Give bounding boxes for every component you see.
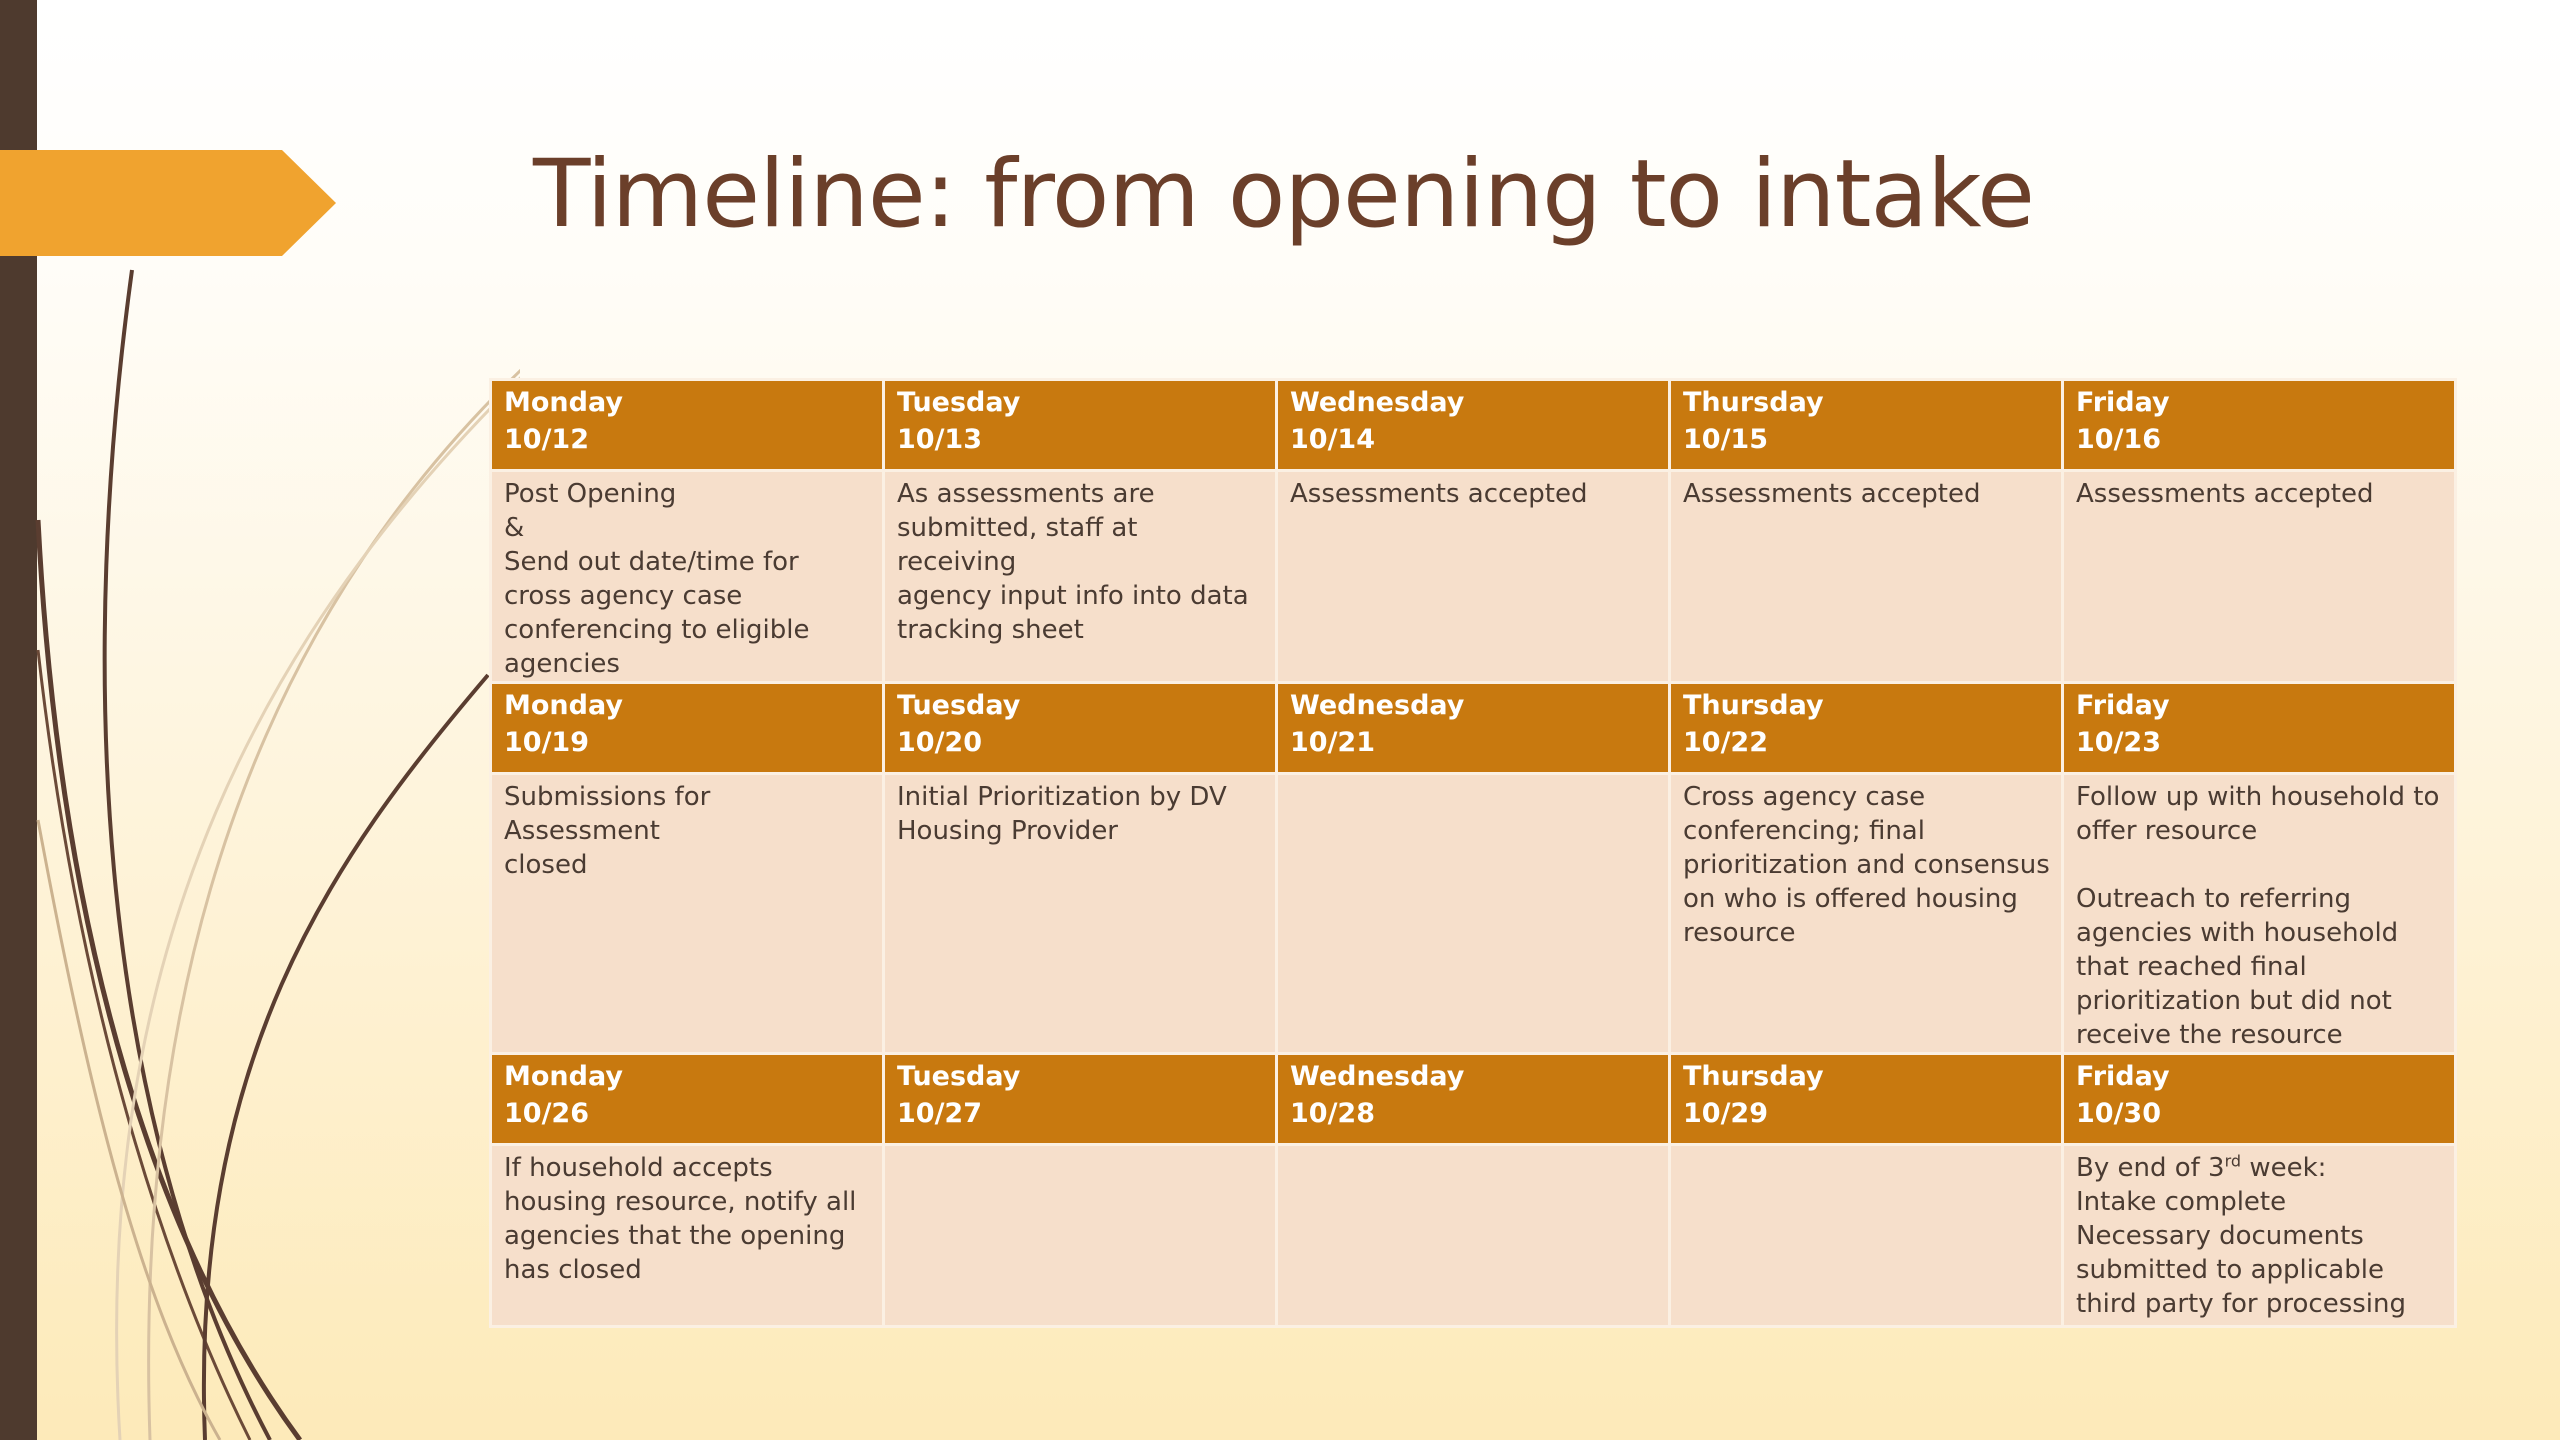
task-line: agencies bbox=[504, 649, 620, 679]
task-row bbox=[491, 1145, 2456, 1327]
day-name: Thursday bbox=[1683, 387, 1824, 418]
task-cell bbox=[491, 774, 884, 1054]
day-header-cell bbox=[1670, 1054, 2063, 1145]
task-cell bbox=[884, 774, 1277, 1054]
day-name: Friday bbox=[2076, 387, 2170, 418]
task-cell bbox=[2063, 774, 2456, 1054]
task-line: Outreach to referring bbox=[2076, 884, 2351, 914]
task-line: prioritization and consensus bbox=[1683, 850, 2050, 880]
task-line: third party for processing bbox=[2076, 1289, 2407, 1319]
task-line: Assessments accepted bbox=[1290, 479, 1588, 509]
task-line: tracking sheet bbox=[897, 615, 1084, 645]
timeline-table bbox=[489, 378, 2457, 1328]
day-date: 10/13 bbox=[897, 424, 983, 455]
task-cell bbox=[1670, 1145, 2063, 1327]
task-line: prioritization but did not bbox=[2076, 986, 2392, 1016]
day-header-cell bbox=[1277, 1054, 1670, 1145]
day-header-cell bbox=[1277, 380, 1670, 471]
task-line: conferencing; final bbox=[1683, 816, 1925, 846]
day-date: 10/21 bbox=[1290, 727, 1376, 758]
day-name: Friday bbox=[2076, 1061, 2170, 1092]
day-header-cell bbox=[884, 380, 1277, 471]
task-line: Housing Provider bbox=[897, 816, 1118, 846]
task-cell bbox=[2063, 1145, 2456, 1327]
day-date: 10/12 bbox=[504, 424, 590, 455]
task-line: & bbox=[504, 513, 525, 543]
task-cell bbox=[1670, 774, 2063, 1054]
task-line: Assessments accepted bbox=[1683, 479, 1981, 509]
task-line: Initial Prioritization by DV bbox=[897, 782, 1227, 812]
task-line: submitted to applicable bbox=[2076, 1255, 2384, 1285]
task-cell bbox=[2063, 471, 2456, 683]
day-date: 10/28 bbox=[1290, 1098, 1376, 1129]
task-heading: By end of 3rd week: bbox=[2076, 1151, 2327, 1183]
task-line: Follow up with household to bbox=[2076, 782, 2440, 812]
day-date: 10/29 bbox=[1683, 1098, 1769, 1129]
task-line: that reached final bbox=[2076, 952, 2307, 982]
orange-arrow-tab bbox=[0, 150, 336, 256]
day-date: 10/15 bbox=[1683, 424, 1769, 455]
day-name: Friday bbox=[2076, 690, 2170, 721]
task-line: Send out date/time for bbox=[504, 547, 799, 577]
day-name: Wednesday bbox=[1290, 1061, 1465, 1092]
day-header-cell bbox=[1277, 683, 1670, 774]
task-line: Cross agency case bbox=[1683, 782, 1926, 812]
day-name: Tuesday bbox=[897, 1061, 1021, 1092]
day-name: Tuesday bbox=[897, 387, 1021, 418]
task-cell bbox=[1277, 774, 1670, 1054]
task-cell bbox=[884, 1145, 1277, 1327]
day-date: 10/27 bbox=[897, 1098, 983, 1129]
day-header-cell bbox=[1670, 380, 2063, 471]
day-date: 10/26 bbox=[504, 1098, 590, 1129]
slide-title: Timeline: from opening to intake bbox=[533, 140, 2035, 249]
task-line: receive the resource bbox=[2076, 1020, 2343, 1050]
day-name: Thursday bbox=[1683, 690, 1824, 721]
task-line: cross agency case bbox=[504, 581, 743, 611]
day-header-cell bbox=[1670, 683, 2063, 774]
day-date: 10/22 bbox=[1683, 727, 1769, 758]
day-name: Tuesday bbox=[897, 690, 1021, 721]
task-line: agencies that the opening bbox=[504, 1221, 846, 1251]
day-header-cell bbox=[884, 1054, 1277, 1145]
task-line bbox=[2076, 848, 2443, 882]
day-header-cell bbox=[2063, 380, 2456, 471]
task-line: Post Opening bbox=[504, 479, 677, 509]
task-line: has closed bbox=[504, 1255, 642, 1285]
day-header-row bbox=[491, 683, 2456, 774]
task-cell bbox=[1277, 1145, 1670, 1327]
task-line: agency input info into data bbox=[897, 581, 1249, 611]
task-line: housing resource, notify all bbox=[504, 1187, 857, 1217]
day-name: Thursday bbox=[1683, 1061, 1824, 1092]
task-cell bbox=[884, 471, 1277, 683]
task-line: submitted, staff at receiving bbox=[897, 513, 1138, 577]
day-date: 10/30 bbox=[2076, 1098, 2162, 1129]
day-header-cell bbox=[884, 683, 1277, 774]
task-cell bbox=[1277, 471, 1670, 683]
task-line: Necessary documents bbox=[2076, 1221, 2364, 1251]
task-cell bbox=[491, 471, 884, 683]
day-name: Wednesday bbox=[1290, 690, 1465, 721]
task-line: agencies with household bbox=[2076, 918, 2399, 948]
day-header-cell bbox=[491, 683, 884, 774]
task-row bbox=[491, 471, 2456, 683]
task-line: on who is offered housing bbox=[1683, 884, 2018, 914]
day-date: 10/14 bbox=[1290, 424, 1376, 455]
task-line: conferencing to eligible bbox=[504, 615, 810, 645]
day-header-row bbox=[491, 380, 2456, 471]
task-line: Intake complete bbox=[2076, 1187, 2287, 1217]
task-line: Assessments accepted bbox=[2076, 479, 2374, 509]
day-header-cell bbox=[2063, 1054, 2456, 1145]
task-line: offer resource bbox=[2076, 816, 2258, 846]
day-name: Monday bbox=[504, 1061, 623, 1092]
task-line: closed bbox=[504, 850, 588, 880]
task-line: Submissions for Assessment bbox=[504, 782, 711, 846]
task-line: resource bbox=[1683, 918, 1796, 948]
day-date: 10/16 bbox=[2076, 424, 2162, 455]
day-header-cell bbox=[2063, 683, 2456, 774]
day-header-row bbox=[491, 1054, 2456, 1145]
task-row bbox=[491, 774, 2456, 1054]
task-cell bbox=[491, 1145, 884, 1327]
day-name: Monday bbox=[504, 690, 623, 721]
day-date: 10/23 bbox=[2076, 727, 2162, 758]
day-name: Wednesday bbox=[1290, 387, 1465, 418]
day-header-cell bbox=[491, 1054, 884, 1145]
task-line: As assessments are bbox=[897, 479, 1155, 509]
task-cell bbox=[1670, 471, 2063, 683]
task-line: If household accepts bbox=[504, 1153, 773, 1183]
day-date: 10/19 bbox=[504, 727, 590, 758]
day-date: 10/20 bbox=[897, 727, 983, 758]
day-name: Monday bbox=[504, 387, 623, 418]
day-header-cell bbox=[491, 380, 884, 471]
